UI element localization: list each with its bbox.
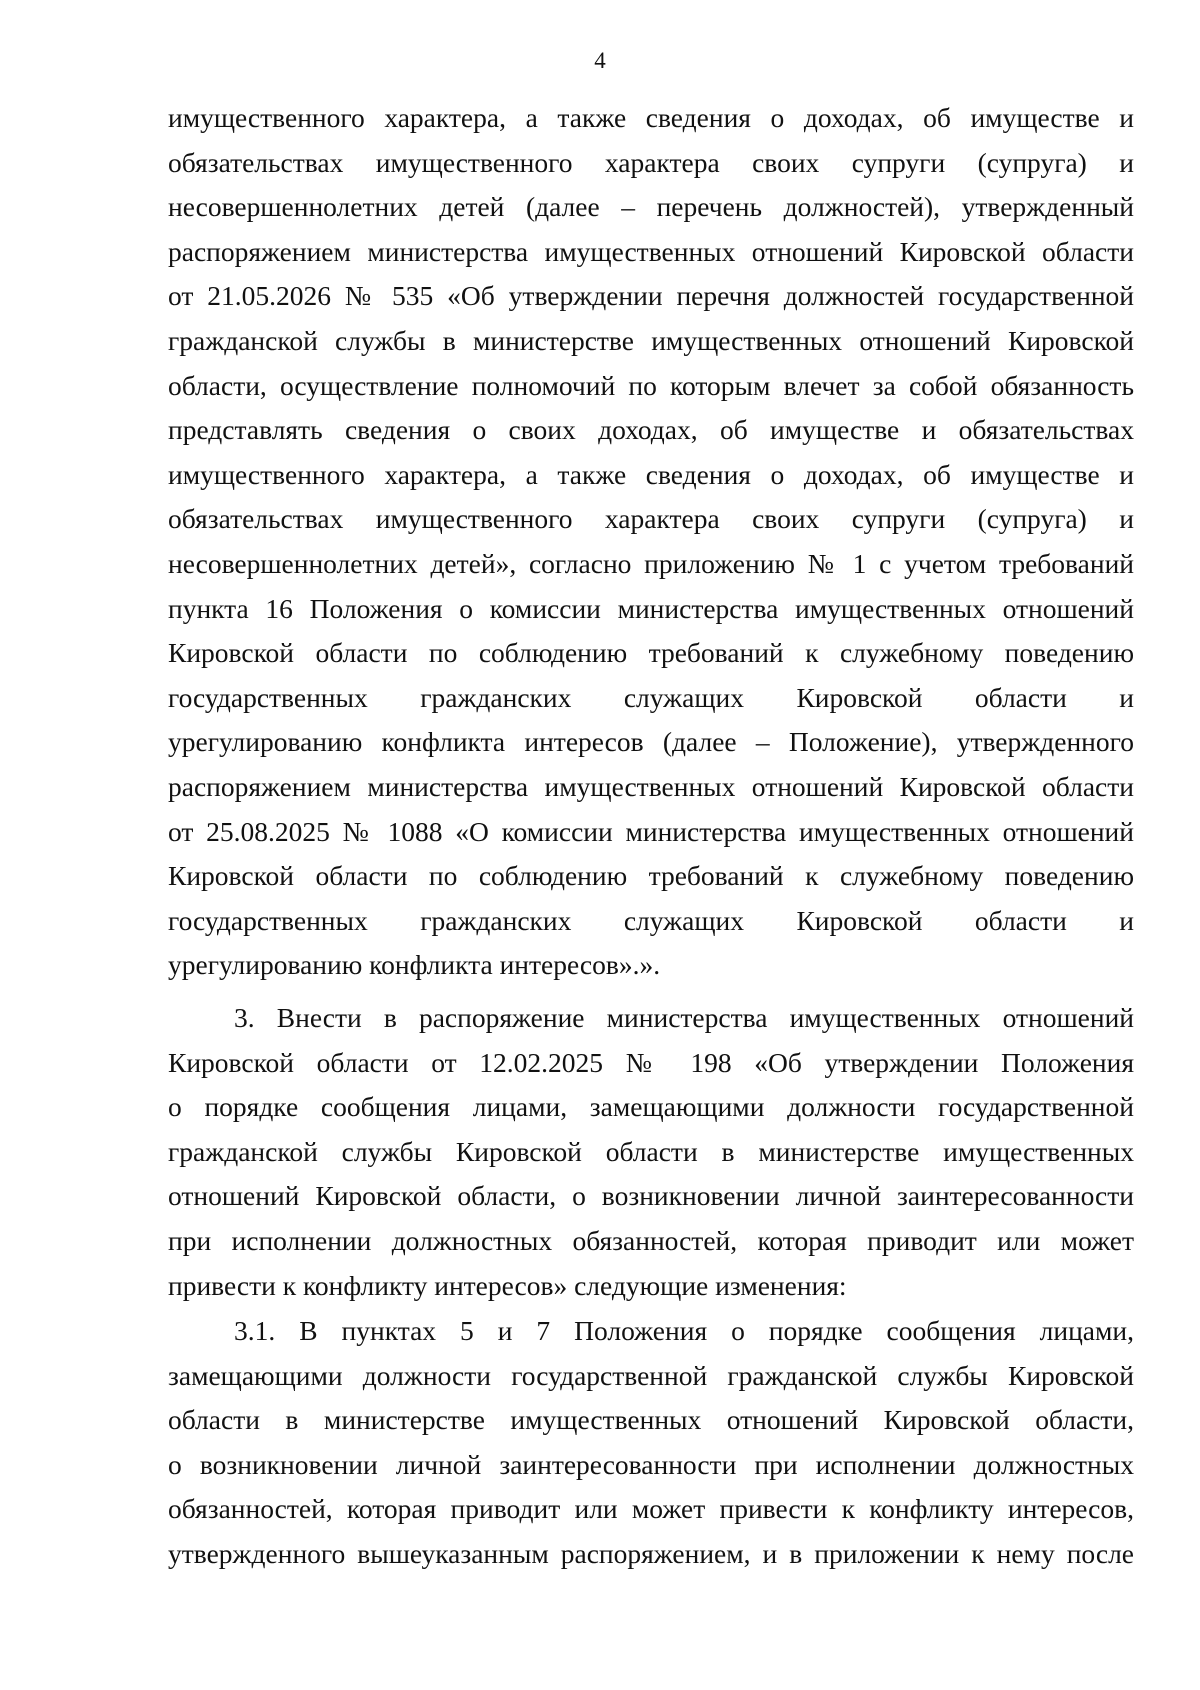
text-line: области в министерстве имущественных отношений Кировской области,	[168, 1404, 1134, 1436]
text-line: обязательствах имущественного характера своих супруги (супруга) и	[168, 503, 1134, 535]
text-line: имущественного характера, а также сведения о доходах, об имуществе и	[168, 458, 1134, 490]
text-line: 3.1. В пунктах 5 и 7 Положения о порядке сообщения лицами,	[234, 1315, 1134, 1346]
text-line: 3. Внести в распоряжение министерства имущественных отношений	[234, 1002, 1134, 1033]
text-line: Кировской области от 12.02.2025 № 198 «Об утверждении Положения	[168, 1046, 1134, 1078]
text-line: распоряжением министерства имущественных отношений Кировской области	[168, 770, 1134, 802]
text-line: гражданской службы Кировской области в министерстве имущественных	[168, 1135, 1134, 1167]
text-line: при исполнении должностных обязанностей, которая приводит или может	[168, 1224, 1134, 1256]
page-number: 4	[594, 48, 606, 73]
text-line: несовершеннолетних детей», согласно приложению № 1 с учетом требований	[168, 547, 1134, 579]
text-line: Кировской области по соблюдению требований к служебному поведению	[168, 860, 1134, 892]
text-line: пункта 16 Положения о комиссии министерства имущественных отношений	[168, 592, 1134, 624]
text-line: урегулированию конфликта интересов (далее – Положение), утвержденного	[168, 726, 1134, 758]
text-line: несовершеннолетних детей (далее – перечень должностей), утвержденный	[168, 191, 1134, 223]
text-line: области, осуществление полномочий по которым влечет за собой обязанность	[168, 369, 1134, 401]
text-line: распоряжением министерства имущественных отношений Кировской области	[168, 235, 1134, 267]
text-line: имущественного характера, а также сведения о доходах, об имуществе и	[168, 102, 1134, 133]
text-line: обязанностей, которая приводит или может привести к конфликту интересов,	[168, 1493, 1134, 1525]
text-line: урегулированию конфликта интересов».».	[168, 949, 661, 981]
paragraph-item-3	[168, 996, 1134, 1308]
text-line: о возникновении личной заинтересованности при исполнении должностных	[168, 1448, 1134, 1480]
text-line: гражданской службы в министерстве имущественных отношений Кировской	[168, 324, 1134, 356]
text-line: утвержденного вышеуказанным распоряжением, и в приложении к нему после	[168, 1537, 1134, 1569]
text-line: государственных гражданских служащих Кировской области и	[168, 904, 1134, 936]
text-line: представлять сведения о своих доходах, об имуществе и обязательствах	[168, 414, 1134, 446]
text-line: отношений Кировской области, о возникновении личной заинтересованности	[168, 1180, 1134, 1212]
text-line: государственных гражданских служащих Кировской области и	[168, 681, 1134, 713]
text-line: от 25.08.2025 № 1088 «О комиссии министерства имущественных отношений	[168, 815, 1134, 847]
paragraph-item-3-1	[168, 1309, 1134, 1577]
text-line: обязательствах имущественного характера своих супруги (супруга) и	[168, 146, 1134, 178]
text-line: привести к конфликту интересов» следующие изменения:	[168, 1269, 847, 1301]
text-line: замещающими должности государственной гражданской службы Кировской	[168, 1359, 1134, 1391]
text-line: о порядке сообщения лицами, замещающими должности государственной	[168, 1091, 1134, 1123]
paragraph-continuation	[168, 96, 1134, 988]
text-line: Кировской области по соблюдению требований к служебному поведению	[168, 637, 1134, 669]
text-line: от 21.05.2026 № 535 «Об утверждении перечня должностей государственной	[168, 280, 1134, 312]
